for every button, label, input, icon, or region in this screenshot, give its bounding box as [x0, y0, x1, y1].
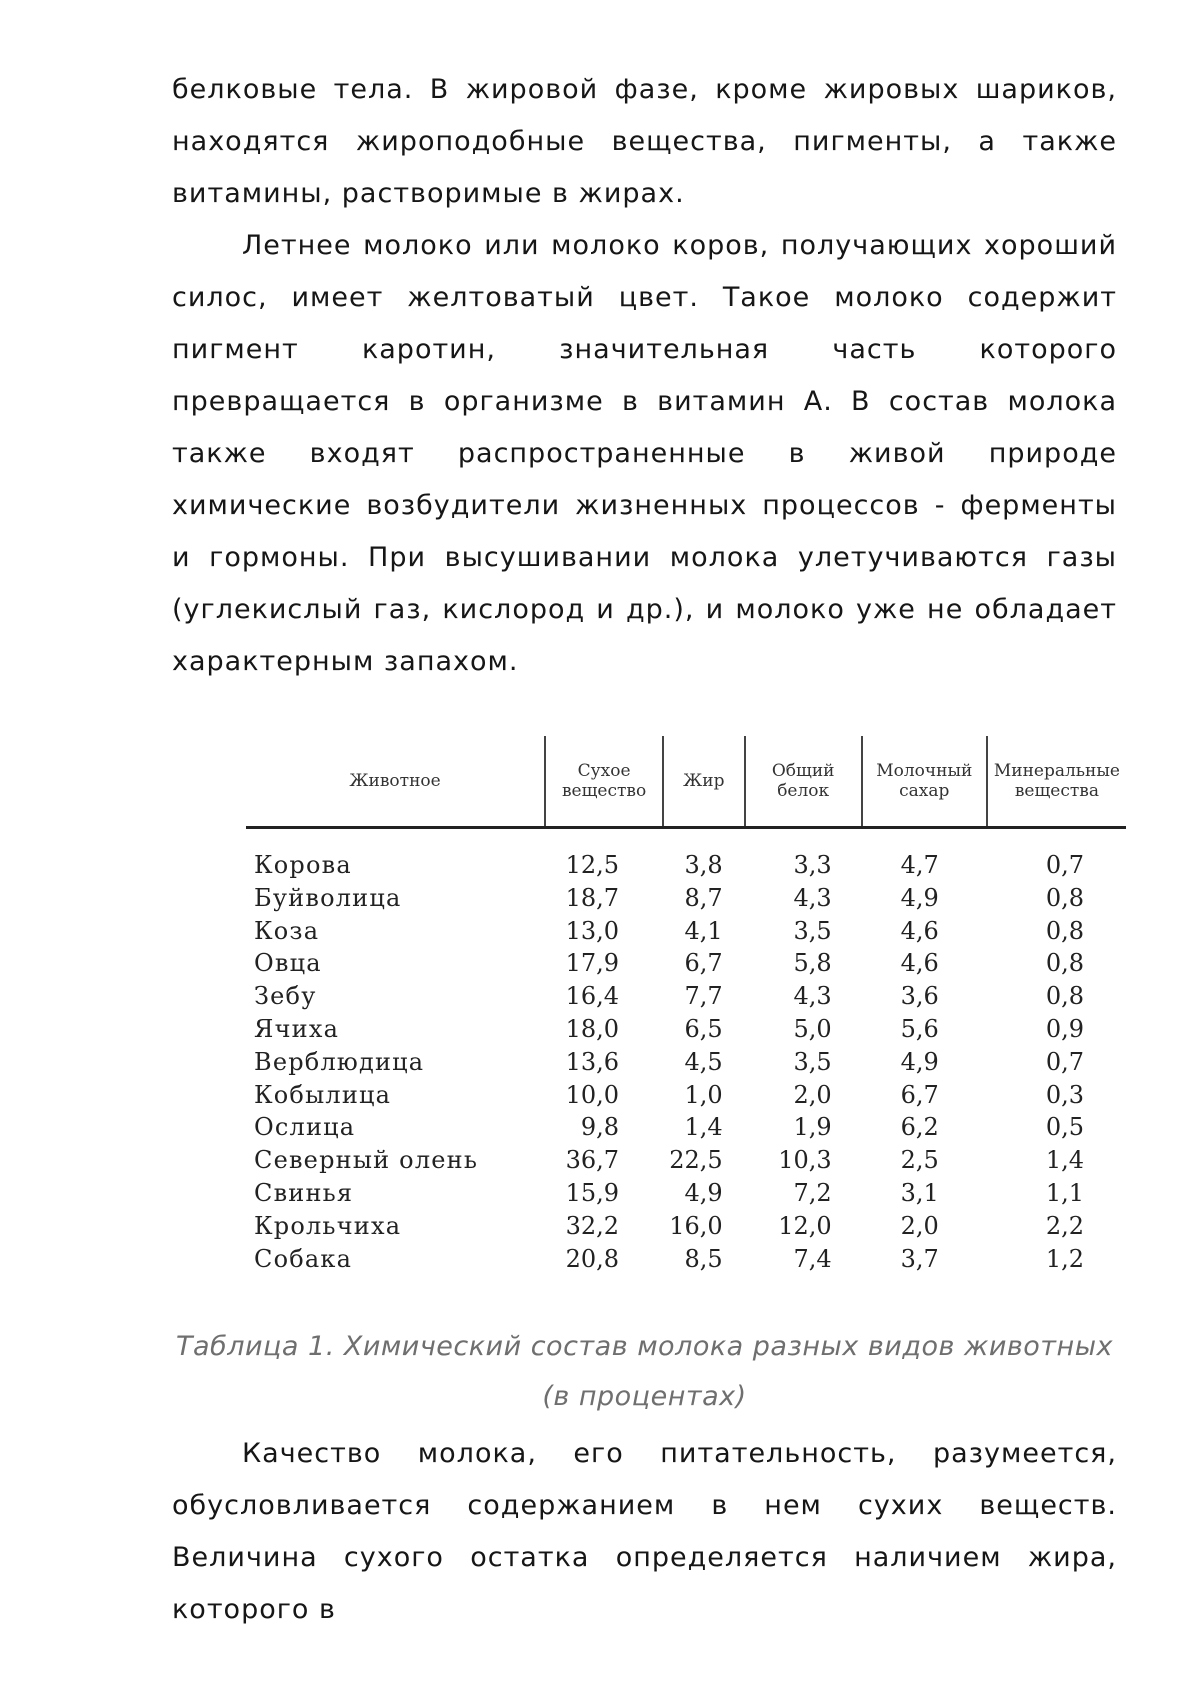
value-cell: 4,9 [900, 883, 939, 912]
value-cell: 6,7 [900, 1080, 939, 1109]
value-cell: 18,7 [565, 883, 619, 912]
value-cell: 4,1 [684, 916, 723, 945]
value-cell: 2,0 [793, 1080, 832, 1109]
table-row [246, 947, 1126, 980]
table-caption [172, 1322, 1117, 1422]
value-cell: 1,4 [684, 1113, 723, 1142]
table-row [246, 1144, 1126, 1177]
paragraph-fat-phase: белковые тела. В жировой фазе, кроме жировых шариков, находятся жироподобные вещества, пигменты, а также витамины, растворимые в жирах. [172, 74, 1117, 209]
paragraph-summer-milk: Летнее молоко или молоко коров, получающих хороший силос, имеет желтоватый цвет. Такое молоко содержит пигмент каротин, значительная часть которого превращается в организме в витамин А. В состав молока также входят распространенные в живой природе химические возбудители жизненных процессов - ферменты и гормоны. При высушивании молока улетучиваются газы (углекислый газ, кислород и др.), и молоко уже не обладает характерным запахом. [172, 230, 1117, 677]
table-row [246, 915, 1126, 948]
value-cell: 6,5 [684, 1014, 723, 1043]
value-cell: 1,2 [1045, 1244, 1084, 1273]
table-row [246, 1013, 1126, 1046]
table-row [246, 882, 1126, 915]
value-cell: 4,5 [684, 1047, 723, 1076]
value-cell: 0,7 [1045, 1047, 1084, 1076]
value-cell: 5,8 [793, 949, 832, 978]
value-cell: 13,6 [565, 1047, 619, 1076]
value-cell: 7,4 [793, 1244, 832, 1273]
header-animal: Животное [246, 736, 545, 828]
value-cell: 16,0 [669, 1211, 723, 1240]
value-cell: 10,3 [778, 1146, 832, 1175]
value-cell: 17,9 [565, 949, 619, 978]
value-cell: 0,7 [1045, 851, 1084, 879]
value-cell: 1,9 [793, 1113, 832, 1142]
value-cell: 2,2 [1045, 1211, 1084, 1240]
value-cell: 0,5 [1045, 1113, 1084, 1142]
value-cell: 15,9 [565, 1178, 619, 1207]
value-cell: 36,7 [565, 1146, 619, 1175]
header-fat: Жир [663, 736, 745, 828]
value-cell: 0,8 [1045, 949, 1084, 978]
value-cell: 4,3 [793, 982, 832, 1011]
table-header-row [246, 736, 1126, 828]
animal-name-cell: Коза [254, 916, 320, 945]
value-cell: 0,9 [1045, 1014, 1084, 1043]
animal-name-cell: Кобылица [254, 1080, 392, 1109]
value-cell: 1,1 [1045, 1178, 1084, 1207]
value-cell: 5,0 [793, 1014, 832, 1043]
animal-name-cell: Свинья [254, 1178, 354, 1207]
caption-line-2: (в процентах) [542, 1381, 747, 1412]
header-dry-matter: Сухое вещество [545, 736, 663, 828]
value-cell: 3,3 [793, 851, 832, 879]
value-cell: 4,6 [900, 949, 939, 978]
table-row [246, 1079, 1126, 1112]
value-cell: 20,8 [565, 1244, 619, 1273]
value-cell: 4,6 [900, 916, 939, 945]
value-cell: 3,7 [900, 1244, 939, 1273]
table-row [246, 1046, 1126, 1079]
value-cell: 3,5 [793, 1047, 832, 1076]
value-cell: 0,8 [1045, 916, 1084, 945]
value-cell: 32,2 [565, 1211, 619, 1240]
paragraph-milk-quality: Качество молока, его питательность, разумеется, обусловливается содержанием в нем сухих веществ. Величина сухого остатка определяется наличием жира, которого в [172, 1438, 1117, 1625]
value-cell: 7,2 [793, 1178, 832, 1207]
value-cell: 10,0 [565, 1080, 619, 1109]
value-cell: 0,3 [1045, 1080, 1084, 1109]
value-cell: 5,6 [900, 1014, 939, 1043]
animal-name-cell: Собака [254, 1244, 353, 1273]
value-cell: 4,7 [900, 851, 939, 879]
animal-name-cell: Овца [254, 949, 322, 978]
animal-name-cell: Зебу [254, 982, 317, 1011]
table-row [246, 1210, 1126, 1243]
table-row [246, 828, 1126, 882]
value-cell: 3,1 [900, 1178, 939, 1207]
animal-name-cell: Ячиха [254, 1014, 340, 1043]
value-cell: 0,8 [1045, 883, 1084, 912]
value-cell: 2,0 [900, 1211, 939, 1240]
animal-name-cell: Верблюдица [254, 1047, 425, 1076]
value-cell: 6,2 [900, 1113, 939, 1142]
value-cell: 3,5 [793, 916, 832, 945]
animal-name-cell: Корова [254, 851, 352, 879]
animal-name-cell: Крольчиха [254, 1211, 402, 1240]
value-cell: 4,9 [684, 1178, 723, 1207]
table-row [246, 1243, 1126, 1276]
table-row [246, 980, 1126, 1013]
animal-name-cell: Буйволица [254, 883, 402, 912]
value-cell: 12,0 [778, 1211, 832, 1240]
value-cell: 7,7 [684, 982, 723, 1011]
header-protein: Общий белок [745, 736, 862, 828]
animal-name-cell: Ослица [254, 1113, 356, 1142]
header-minerals: Минеральные вещества [987, 736, 1126, 828]
value-cell: 1,4 [1045, 1146, 1084, 1175]
header-milk-sugar: Молочный сахар [862, 736, 987, 828]
value-cell: 8,7 [684, 883, 723, 912]
value-cell: 13,0 [565, 916, 619, 945]
table-body [246, 828, 1126, 1276]
caption-line-1: Таблица 1. Химический состав молока разных видов животных [176, 1331, 1113, 1362]
value-cell: 22,5 [669, 1146, 723, 1175]
value-cell: 1,0 [684, 1080, 723, 1109]
value-cell: 3,8 [684, 851, 723, 879]
value-cell: 9,8 [580, 1113, 619, 1142]
value-cell: 6,7 [684, 949, 723, 978]
value-cell: 2,5 [900, 1146, 939, 1175]
value-cell: 18,0 [565, 1014, 619, 1043]
value-cell: 3,6 [900, 982, 939, 1011]
value-cell: 12,5 [565, 851, 619, 879]
value-cell: 4,3 [793, 883, 832, 912]
value-cell: 8,5 [684, 1244, 723, 1273]
value-cell: 0,8 [1045, 982, 1084, 1011]
milk-composition-table [246, 736, 1126, 1275]
table-row [246, 1177, 1126, 1210]
table-row [246, 1111, 1126, 1144]
animal-name-cell: Северный олень [254, 1146, 479, 1175]
value-cell: 4,9 [900, 1047, 939, 1076]
value-cell: 16,4 [565, 982, 619, 1011]
